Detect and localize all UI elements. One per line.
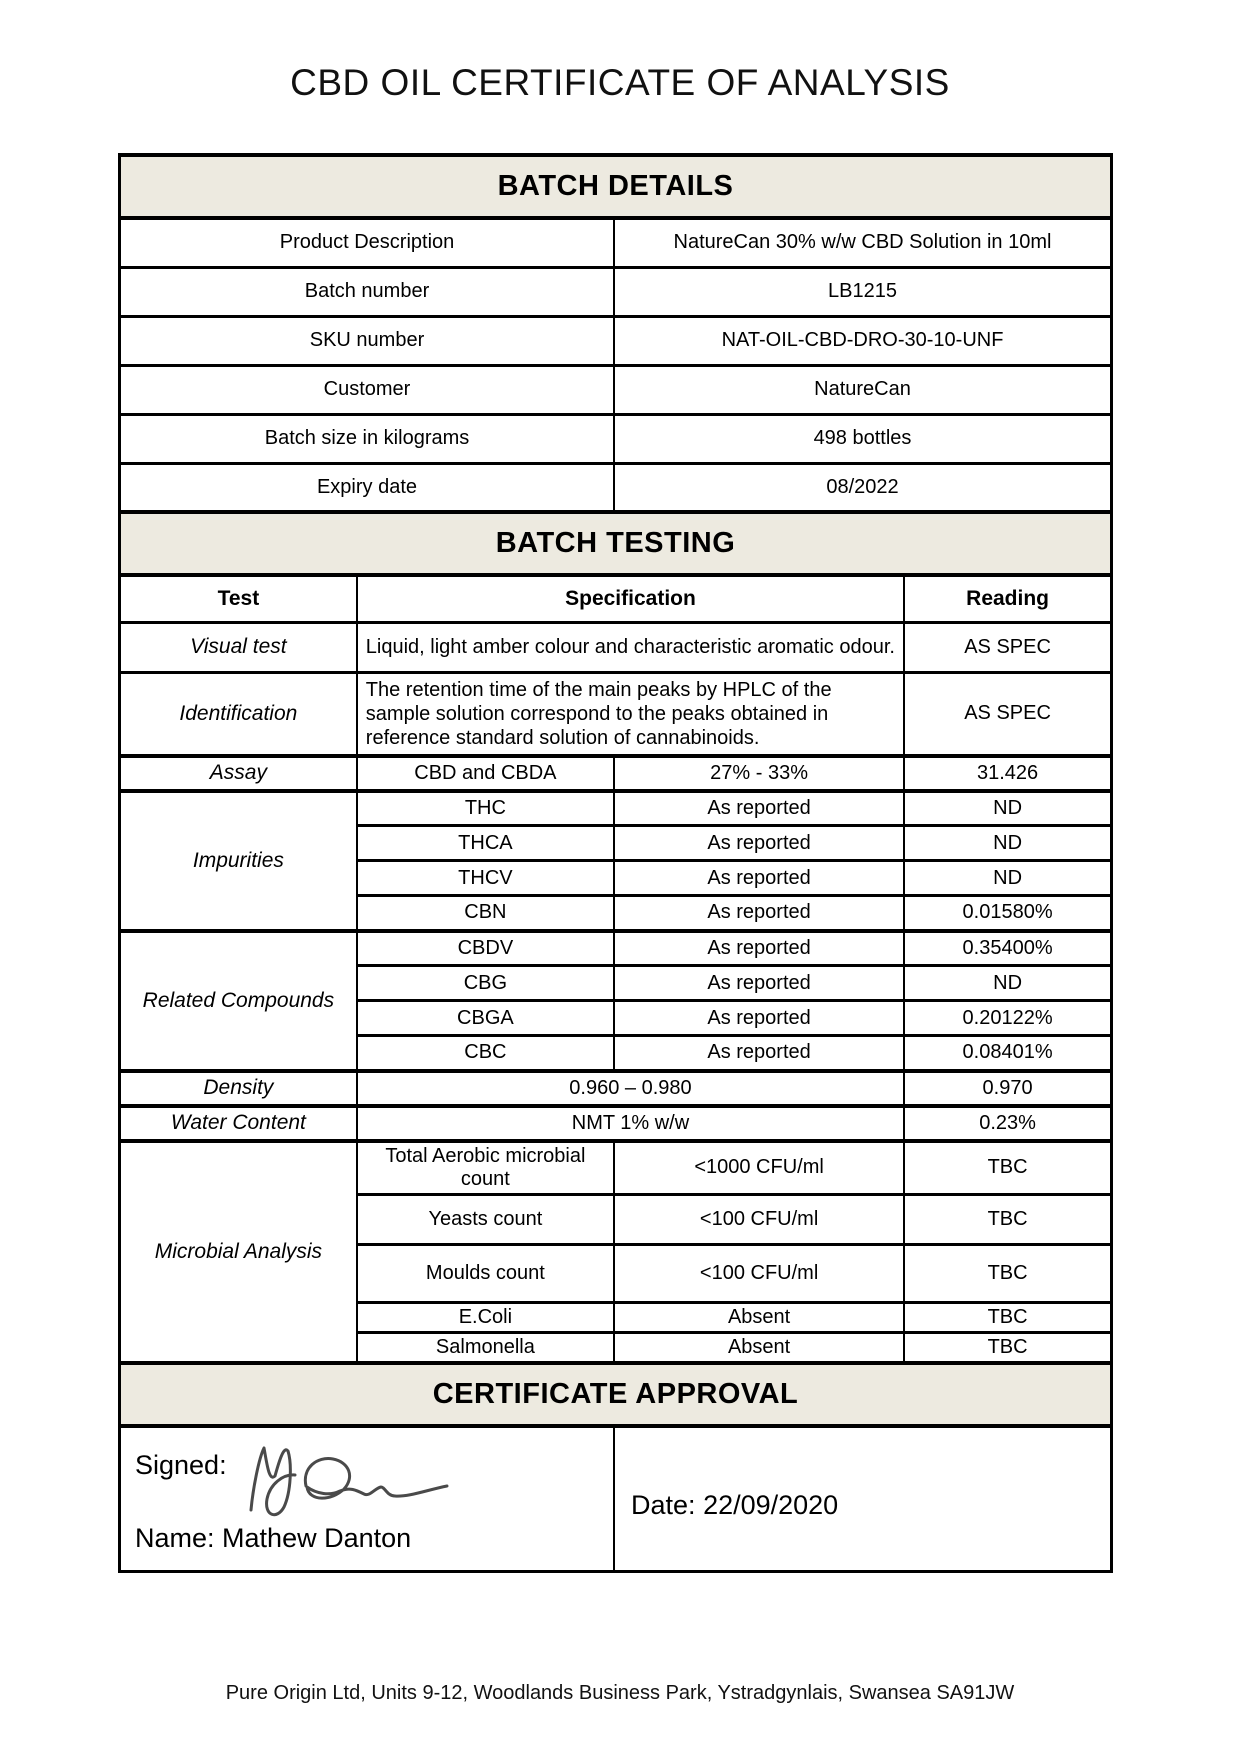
batch-details-banner: [120, 155, 1112, 218]
spec-value-cell: As reported: [614, 1001, 904, 1036]
col-header-specification: Specification: [357, 575, 904, 622]
batch-details-heading: BATCH DETAILS: [120, 155, 1112, 218]
spec-value-cell: As reported: [614, 931, 904, 966]
spec-value-cell: As reported: [614, 1036, 904, 1071]
spec-name-cell: Yeasts count: [357, 1194, 614, 1244]
test-row-water-content: [120, 1106, 1112, 1141]
signed-label: Signed:: [135, 1449, 227, 1480]
spec-name-cell: CBC: [357, 1036, 614, 1071]
spec-cell: 0.960 – 0.980: [357, 1071, 904, 1106]
detail-label: Customer: [120, 365, 615, 414]
certificate-table: [118, 153, 1113, 1573]
spec-name-cell: CBD and CBDA: [357, 756, 614, 791]
date-label: Date:: [631, 1489, 696, 1520]
test-name-cell: Impurities: [120, 791, 357, 931]
spec-name-cell: THCA: [357, 826, 614, 861]
reading-cell: 0.01580%: [904, 896, 1111, 931]
batch-testing-banner: [120, 512, 1112, 575]
test-name-cell: Visual test: [120, 622, 357, 672]
test-row-visual: [120, 622, 1112, 672]
spec-value-cell: Absent: [614, 1302, 904, 1332]
test-name-cell: Identification: [120, 672, 357, 756]
spec-cell: The retention time of the main peaks by HPLC of the sample solution correspond to the peaks obtained in reference standard solution of cannabinoids.: [357, 672, 904, 756]
footer-address: Pure Origin Ltd, Units 9-12, Woodlands Business Park, Ystradgynlais, Swansea SA91JW: [225, 1682, 1015, 1704]
test-name-cell: Microbial Analysis: [120, 1141, 357, 1363]
date-value: 22/09/2020: [703, 1489, 839, 1520]
detail-row: [120, 316, 1112, 365]
signature: [239, 1430, 474, 1530]
detail-row: [120, 463, 1112, 512]
detail-label: Product Description: [120, 218, 615, 267]
detail-row: [120, 365, 1112, 414]
test-row-assay: [120, 756, 1112, 791]
spec-value-cell: As reported: [614, 791, 904, 826]
test-row-related-compound: [120, 931, 1112, 966]
reading-cell: ND: [904, 791, 1111, 826]
reading-cell: ND: [904, 966, 1111, 1001]
detail-value: LB1215: [614, 267, 1112, 316]
col-header-test: Test: [120, 575, 357, 622]
test-row-microbial: [120, 1141, 1112, 1195]
col-header-reading: Reading: [904, 575, 1111, 622]
reading-cell: 0.08401%: [904, 1036, 1111, 1071]
approval-row: [120, 1426, 1112, 1572]
test-name-cell: Assay: [120, 756, 357, 791]
detail-label: Batch size in kilograms: [120, 414, 615, 463]
test-name-cell: Density: [120, 1071, 357, 1106]
reading-cell: 0.23%: [904, 1106, 1111, 1141]
test-row-density: [120, 1071, 1112, 1106]
spec-name-cell: CBDV: [357, 931, 614, 966]
reading-cell: AS SPEC: [904, 672, 1111, 756]
detail-row: [120, 218, 1112, 267]
spec-value-cell: As reported: [614, 896, 904, 931]
name-value: Mathew Danton: [222, 1523, 412, 1553]
spec-name-cell: Total Aerobic microbial count: [357, 1141, 614, 1195]
reading-cell: TBC: [904, 1141, 1111, 1195]
test-row-identification: [120, 672, 1112, 756]
detail-row: [120, 414, 1112, 463]
reading-cell: TBC: [904, 1332, 1111, 1363]
spec-name-cell: Salmonella: [357, 1332, 614, 1363]
spec-cell: Liquid, light amber colour and characteristic aromatic odour.: [357, 622, 904, 672]
detail-value: NatureCan 30% w/w CBD Solution in 10ml: [614, 218, 1112, 267]
detail-value: NatureCan: [614, 365, 1112, 414]
reading-cell: 0.20122%: [904, 1001, 1111, 1036]
reading-cell: ND: [904, 826, 1111, 861]
spec-value-cell: As reported: [614, 966, 904, 1001]
spec-value-cell: 27% - 33%: [614, 756, 904, 791]
detail-value: NAT-OIL-CBD-DRO-30-10-UNF: [614, 316, 1112, 365]
test-row-impurity: [120, 791, 1112, 826]
date-line: [631, 1490, 838, 1521]
spec-value-cell: <1000 CFU/ml: [614, 1141, 904, 1195]
date-cell: [614, 1426, 1112, 1572]
certificate-approval-heading: CERTIFICATE APPROVAL: [120, 1363, 1112, 1426]
page-title: CBD OIL CERTIFICATE OF ANALYSIS: [290, 62, 950, 103]
spec-value-cell: <100 CFU/ml: [614, 1244, 904, 1302]
test-name-cell: Water Content: [120, 1106, 357, 1141]
detail-label: Expiry date: [120, 463, 615, 512]
detail-value: 08/2022: [614, 463, 1112, 512]
reading-cell: TBC: [904, 1302, 1111, 1332]
reading-cell: TBC: [904, 1244, 1111, 1302]
spec-name-cell: THC: [357, 791, 614, 826]
detail-label: SKU number: [120, 316, 615, 365]
testing-header-row: [120, 575, 1112, 622]
reading-cell: AS SPEC: [904, 622, 1111, 672]
detail-value: 498 bottles: [614, 414, 1112, 463]
spec-name-cell: E.Coli: [357, 1302, 614, 1332]
name-line: [135, 1523, 411, 1554]
reading-cell: 0.970: [904, 1071, 1111, 1106]
spec-name-cell: CBGA: [357, 1001, 614, 1036]
spec-value-cell: As reported: [614, 826, 904, 861]
reading-cell: TBC: [904, 1194, 1111, 1244]
spec-name-cell: CBN: [357, 896, 614, 931]
spec-cell: NMT 1% w/w: [357, 1106, 904, 1141]
test-name-cell: Related Compounds: [120, 931, 357, 1071]
certificate-approval-banner: [120, 1363, 1112, 1426]
reading-cell: 0.35400%: [904, 931, 1111, 966]
spec-name-cell: Moulds count: [357, 1244, 614, 1302]
spec-value-cell: <100 CFU/ml: [614, 1194, 904, 1244]
detail-row: [120, 267, 1112, 316]
detail-label: Batch number: [120, 267, 615, 316]
reading-cell: ND: [904, 861, 1111, 896]
spec-name-cell: CBG: [357, 966, 614, 1001]
spec-value-cell: Absent: [614, 1332, 904, 1363]
name-label: Name:: [135, 1523, 215, 1553]
batch-testing-heading: BATCH TESTING: [120, 512, 1112, 575]
spec-value-cell: As reported: [614, 861, 904, 896]
reading-cell: 31.426: [904, 756, 1111, 791]
spec-name-cell: THCV: [357, 861, 614, 896]
signed-cell: [120, 1426, 615, 1572]
